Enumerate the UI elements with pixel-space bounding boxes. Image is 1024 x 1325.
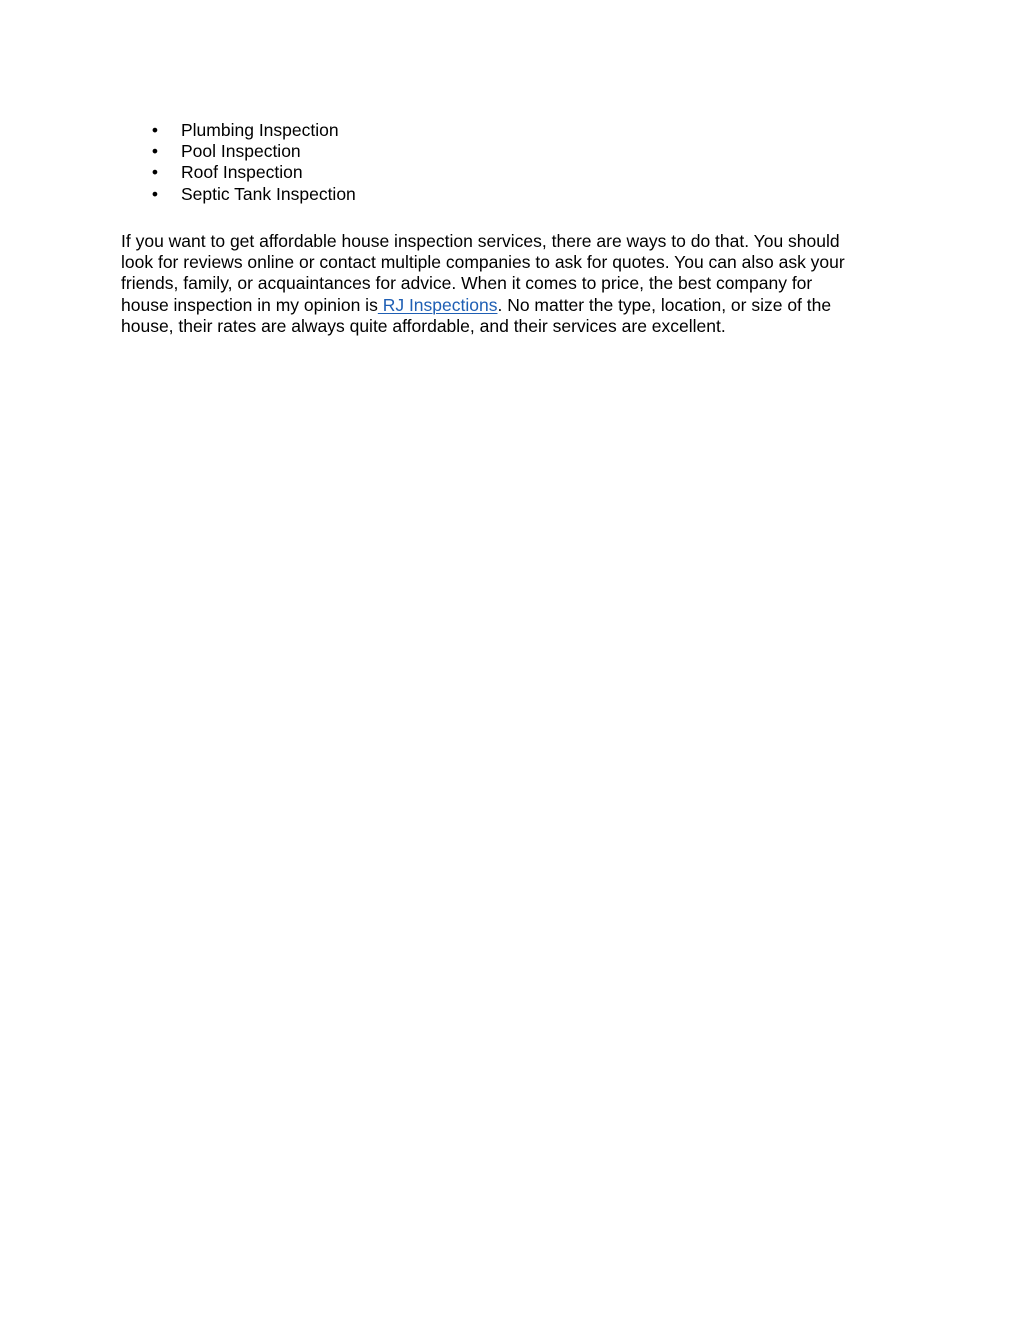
list-item-text: Plumbing Inspection: [181, 120, 339, 140]
paragraph-text: house inspection in my opinion is: [121, 294, 378, 315]
paragraph-line-with-link: [121, 295, 901, 316]
paragraph-line: house, their rates are always quite affordable, and their services are excellent.: [121, 315, 726, 336]
paragraph-line: If you want to get affordable house inspection services, there are ways to do that. You should: [121, 231, 840, 251]
list-item-text: Pool Inspection: [181, 141, 301, 162]
bullet-icon: •: [151, 183, 159, 204]
bullet-icon: •: [151, 141, 159, 162]
rj-inspections-link[interactable]: RJ Inspections: [377, 294, 498, 315]
body-paragraph: [121, 231, 901, 337]
list-item-text: Septic Tank Inspection: [181, 183, 356, 204]
paragraph-line: look for reviews online or contact multiple companies to ask for quotes. You can also ask your: [121, 252, 845, 273]
paragraph-line: friends, family, or acquaintances for advice. When it comes to price, the best company for: [121, 273, 813, 294]
bullet-icon: •: [151, 120, 159, 140]
bullet-icon: •: [151, 162, 159, 183]
list-item-text: Roof Inspection: [181, 162, 303, 183]
paragraph-text: . No matter the type, location, or size of the: [497, 294, 832, 315]
